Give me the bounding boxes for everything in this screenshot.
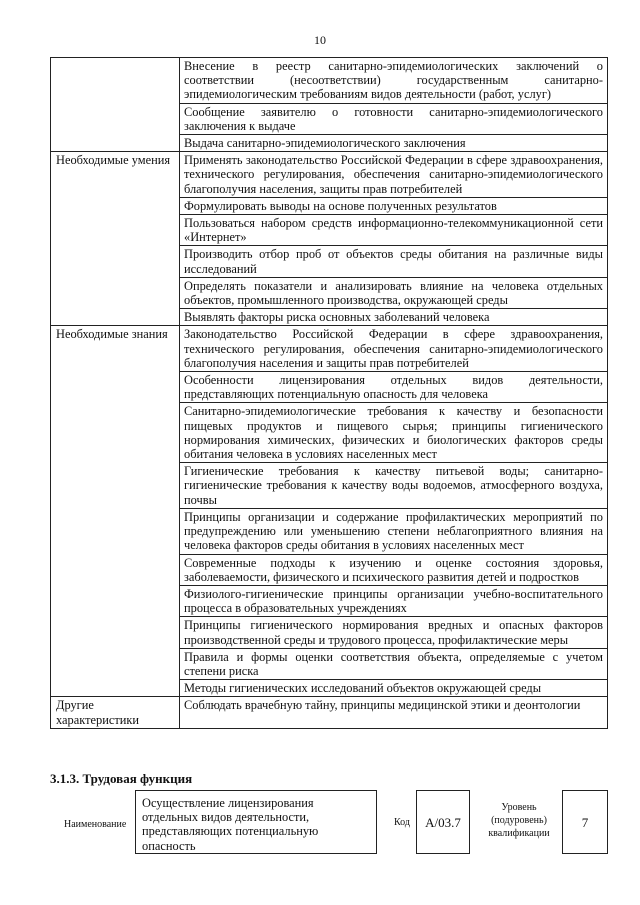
other-label: Другие характеристики bbox=[51, 697, 180, 728]
table-cell: Законодательство Российской Федерации в сфере здравоохранения, технического регулирования, обеспечения санитарно-эпидемиологического благополучия населения и защиты прав потребителей bbox=[180, 326, 608, 372]
code-label: Код bbox=[394, 817, 410, 828]
table-cell: Определять показатели и анализировать влияние на человека отдельных объектов, промышленного производства, окружающей среды bbox=[180, 277, 608, 308]
page-number: 10 bbox=[314, 33, 326, 47]
table-cell: Методы гигиенических исследований объектов окружающей среды bbox=[180, 680, 608, 697]
name-value-box: Осуществление лицензирования отдельных видов деятельности, представляющих потенциальную опасность bbox=[135, 790, 377, 854]
labor-function-header bbox=[0, 789, 640, 859]
table-cell: Соблюдать врачебную тайну, принципы медицинской этики и деонтологии bbox=[180, 697, 608, 728]
table-cell: Особенности лицензирования отдельных видов деятельности, представляющих потенциальную опасность для человека bbox=[180, 372, 608, 403]
table-row bbox=[51, 152, 608, 198]
level-label: Уровень (подуровень) квалификации bbox=[488, 802, 550, 839]
table-cell: Санитарно-эпидемиологические требования к качеству и безопасности пищевых продуктов и пищевого сырья; принципы гигиенического нормирования химических, физических и биологических факторов среды обитания человека в условиях населенных мест bbox=[180, 403, 608, 463]
knowledge-label: Необходимые знания bbox=[51, 326, 180, 697]
table-cell: Применять законодательство Российской Федерации в сфере здравоохранения, технического регулирования, обеспечения санитарно-эпидемиологического благополучия населения, защиты прав потребителей bbox=[180, 152, 608, 198]
table-cell: Пользоваться набором средств информационно-телекоммуникационной сети «Интернет» bbox=[180, 215, 608, 246]
table-row bbox=[51, 697, 608, 728]
table-cell: Формулировать выводы на основе полученных результатов bbox=[180, 197, 608, 214]
section-title: 3.1.3. Трудовая функция bbox=[50, 771, 193, 786]
table-cell: Производить отбор проб от объектов среды обитания на различные виды исследований bbox=[180, 246, 608, 277]
empty-label-cell bbox=[51, 58, 180, 152]
table-cell: Современные подходы к изучению и оценке состояния здоровья, заболеваемости, физического и психического развития детей и подростков bbox=[180, 554, 608, 585]
level-value-box: 7 bbox=[562, 790, 608, 854]
table-row bbox=[51, 326, 608, 372]
competency-table bbox=[50, 57, 608, 729]
skills-label: Необходимые умения bbox=[51, 152, 180, 326]
table-cell: Гигиенические требования к качеству питьевой воды; санитарно-гигиенические требования к качеству воды водоемов, атмосферного воздуха, почвы bbox=[180, 463, 608, 509]
table-row bbox=[51, 58, 608, 104]
code-value-box: А/03.7 bbox=[416, 790, 470, 854]
table-cell: Принципы гигиенического нормирования вредных и опасных факторов производственной среды и трудового процесса, профилактические меры bbox=[180, 617, 608, 648]
table-cell: Сообщение заявителю о готовности санитарно-эпидемиологического заключения к выдаче bbox=[180, 103, 608, 134]
table-cell: Физиолого-гигиенические принципы организации учебно-воспитательного процесса в образовательных учреждениях bbox=[180, 585, 608, 616]
table-cell: Внесение в реестр санитарно-эпидемиологических заключений о соответствии (несоответствии) государственным санитарно-эпидемиологическим требованиям видов деятельности (работ, услуг) bbox=[180, 58, 608, 104]
table-cell: Выявлять факторы риска основных заболеваний человека bbox=[180, 309, 608, 326]
name-label: Наименование bbox=[64, 819, 127, 830]
table-cell: Выдача санитарно-эпидемиологического заключения bbox=[180, 135, 608, 152]
table-cell: Правила и формы оценки соответствия объекта, определяемые с учетом степени риска bbox=[180, 648, 608, 679]
table-cell: Принципы организации и содержание профилактических мероприятий по предупреждению или уменьшению степени неблагоприятного влияния на человека факторов среды обитания в условиях населенных мест bbox=[180, 508, 608, 554]
